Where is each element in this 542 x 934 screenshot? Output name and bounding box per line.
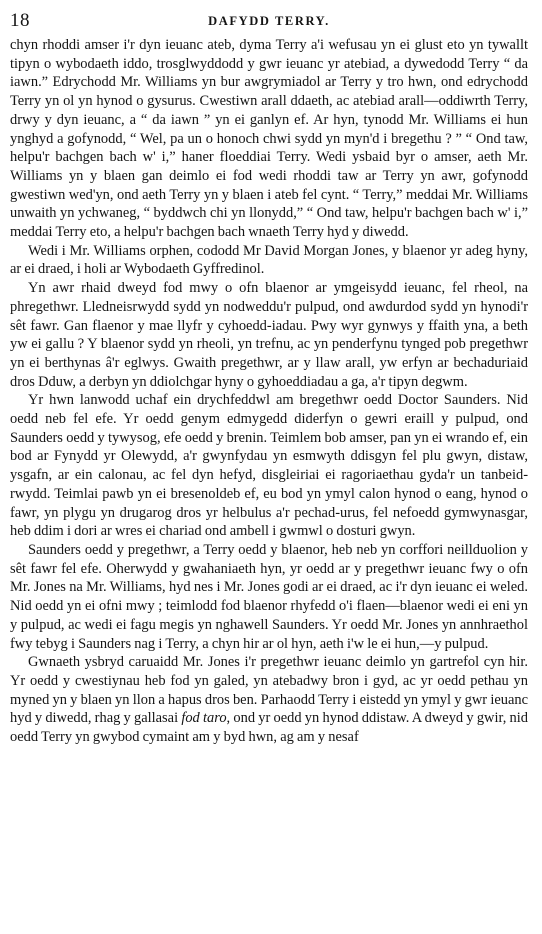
paragraph (10, 653, 528, 747)
paragraph-text: , ond yr oedd yn hynod ddistaw. A dweyd y gwir, nid oedd Terry yn gwybod cymaint am y byd hwn, ag am y nesaf (10, 710, 528, 746)
paragraph (10, 242, 528, 279)
paragraph (10, 391, 528, 541)
paragraph-text: Gwnaeth ysbryd caruaidd Mr. Jones i'r pregethwr ieuanc deimlo yn gartrefol cyn hir. Yr oedd y cwestiynau heb fod yn galed, yn atebadwy bron i gyd, ac yr oedd pethau yn myned yn y blaen yn llon a hapus dros ben. Parhaodd Terry i eistedd yn ymyl y gwr ieuanc hyd y diwedd, rhag y gallasai (10, 654, 528, 727)
paragraph (10, 541, 528, 653)
running-head: DAFYDD TERRY. (208, 14, 330, 28)
paragraph-text: Wedi i Mr. Williams orphen, cododd Mr David Morgan Jones, y blaenor yr adeg hyny, ar ei draed, i holi ar Wybodaeth Gyffredinol. (10, 242, 528, 278)
paragraph-text: chyn rhoddi amser i'r dyn ieuanc ateb, dyma Terry a'i wefusau yn ei glust eto yn tywallt tipyn o wybodaeth iddo, trosglwyddodd y gwr ieuanc yr atebiad, a dywedodd Terry “ da iawn.” Edrychodd Mr. Williams yn bur awgrymiadol ar Terry y tro hwn, ond edrychodd Terry yn ol yn hynod o gysurus. Cwestiwn arall ddaeth, ac atebiad arall—oddiwrth Terry, drwy y dyn ieuanc, a “ da iawn ” yn ei ganlyn ef. Ar hyn, tynodd Mr. Williams ei hun ynghyd a gofynodd, “ Wel, pa un o honoch chwi sydd yn myn'd i bregethu ? ” “ Ond taw, helpu'r bachgen bach w' i,” haner floeddiai Terry. Wedi ysbaid byr o amser, aeth Mr. Williams yn y blaen gan deimlo ei fod wedi rhoddi taw ar Terry yn awr, gofynodd gwestiwn wed'yn, ond aeth Terry yn y blaen i ateb fel cynt. “ Terry,” meddai Mr. Williams unwaith yn ychwaneg, “ byddwch chi yn llonydd,” “ Ond taw, helpu'r bachgen bach w' i,” meddai Terry eto, a helpu'r bachgen bach wnaeth Terry hyd y diwedd. (10, 37, 528, 241)
paragraph (10, 279, 528, 391)
page-header (10, 10, 528, 36)
paragraph-text: Saunders oedd y pregethwr, a Terry oedd y blaenor, heb neb yn corffori neillduolion y sêt fawr fel efe. Oherwydd y gwahaniaeth hyn, yr oedd ar y pregethwr ieuanc fwy o ofn Mr. Jones na Mr. Williams, hyd nes i Mr. Jones godi ar ei draed, ac i'r dyn ieuanc ei weled. Nid oedd yn ei ofni mwy ; teimlodd fod blaenor rhyfedd o'i flaen—blaenor wedi ei eni yn y pulpud, ac wedi ei fagu megis yn nghawell Saunders. Yr oedd Mr. Jones yn annhraethol fwy tebyg i Saunders nag i Terry, a chyn hir ar ol hyn, aeth i'w le ei hun,—y pulpud. (10, 541, 528, 652)
page-number: 18 (10, 10, 30, 31)
paragraph (10, 36, 528, 242)
paragraph-text: Yn awr rhaid dweyd fod mwy o ofn blaenor ar ymgeisydd ieuanc, fel rheol, na phregethwr. Lledneisrwydd sydd yn nodweddu'r pulpud, ond awdurdod sydd yn hynodi'r sêt fawr. Gan flaenor y mae llyfr y cyhoedd-iadau. Pwy wyr gynwys y ffaith yna, a beth yw ei gallu ? Y blaenor sydd yn rheoli, yn trefnu, ac yn penderfynu tynged pob pregethwr yn ei berthynas â'r eglwys. Gwaith pregethwr, ar y llaw arall, yw erfyn ar bechaduriaid dros Dduw, a derbyn yn ddiolchgar hyny o gyhoeddiadau a ga, a'r tipyn degwm. (10, 280, 528, 390)
paragraph-text: Yr hwn lanwodd uchaf ein drychfeddwl am bregethwr oedd Doctor Saunders. Nid oedd neb fel efe. Yr oedd genym edmygedd diderfyn o gewri eraill y pulpud, ond Saunders oedd y tywysog, efe oedd y brenin. Teimlem bob amser, pan yn ei wrando ef, ein bod ar Fynydd yr Olewydd, a'r gwynfydau yn esmwyth ddisgyn fel plu gwyn, distaw, ysgafn, ar ein calonau, ac fel dyn hefyd, disgleiriai ei ragoriaethau gyda'r un tanbeid-rwydd. Teimlai pawb yn ei bresenoldeb ef, eu bod yn ymyl calon hynod o eang, hynod o fawr, yn plygu yn drugarog dros yr helbulus a'r pechad-urus, fel nefoedd gymwynasgar, heb ddim i dori ar wres ei chariad ond ambell i gwmwl o dosturi gwyn. (10, 392, 528, 540)
italic-phrase: fod taro (181, 710, 227, 727)
page-body (10, 36, 528, 747)
